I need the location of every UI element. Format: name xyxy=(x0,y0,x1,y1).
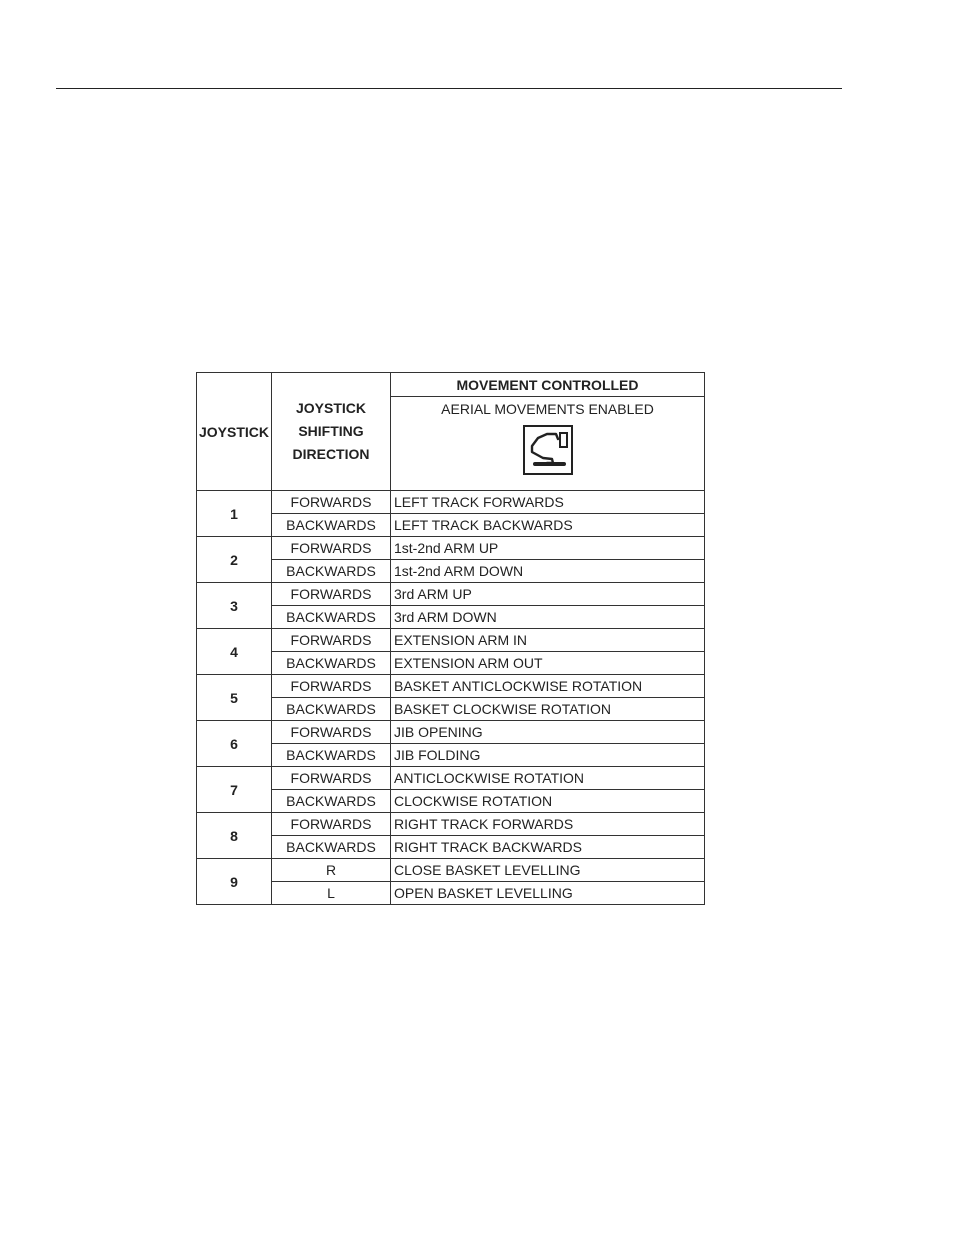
joystick-table-container xyxy=(196,372,704,905)
joystick-number: 2 xyxy=(197,537,272,583)
header-direction-line: JOYSTICK xyxy=(295,400,366,416)
shift-direction: BACKWARDS xyxy=(272,698,391,721)
movement-controlled: RIGHT TRACK FORWARDS xyxy=(391,813,705,836)
header-aerial-cell xyxy=(391,397,705,491)
movement-controlled: JIB OPENING xyxy=(391,721,705,744)
shift-direction: FORWARDS xyxy=(272,767,391,790)
movement-controlled: 3rd ARM UP xyxy=(391,583,705,606)
shift-direction: BACKWARDS xyxy=(272,514,391,537)
joystick-number: 8 xyxy=(197,813,272,859)
movement-controlled: EXTENSION ARM OUT xyxy=(391,652,705,675)
header-joystick: JOYSTICK xyxy=(197,373,272,491)
table-row xyxy=(197,744,705,767)
table-row xyxy=(197,560,705,583)
joystick-number: 1 xyxy=(197,491,272,537)
movement-controlled: 1st-2nd ARM DOWN xyxy=(391,560,705,583)
header-aerial-label: AERIAL MOVEMENTS ENABLED xyxy=(441,401,654,417)
table-row xyxy=(197,882,705,905)
joystick-number: 7 xyxy=(197,767,272,813)
movement-controlled: RIGHT TRACK BACKWARDS xyxy=(391,836,705,859)
table-row xyxy=(197,514,705,537)
movement-controlled: BASKET ANTICLOCKWISE ROTATION xyxy=(391,675,705,698)
shift-direction: BACKWARDS xyxy=(272,790,391,813)
movement-controlled: LEFT TRACK BACKWARDS xyxy=(391,514,705,537)
shift-direction: FORWARDS xyxy=(272,813,391,836)
header-direction-line: DIRECTION xyxy=(292,446,370,462)
shift-direction: BACKWARDS xyxy=(272,606,391,629)
shift-direction: BACKWARDS xyxy=(272,836,391,859)
movement-controlled: 3rd ARM DOWN xyxy=(391,606,705,629)
shift-direction: BACKWARDS xyxy=(272,744,391,767)
header-rule xyxy=(56,88,842,89)
movement-controlled: LEFT TRACK FORWARDS xyxy=(391,491,705,514)
aerial-platform-icon xyxy=(523,425,573,475)
table-row xyxy=(197,652,705,675)
table-row xyxy=(197,698,705,721)
joystick-number: 4 xyxy=(197,629,272,675)
table-row xyxy=(197,537,705,560)
header-shifting-direction xyxy=(272,373,391,491)
joystick-rows xyxy=(197,491,705,905)
shift-direction: FORWARDS xyxy=(272,629,391,652)
joystick-number: 6 xyxy=(197,721,272,767)
joystick-number: 3 xyxy=(197,583,272,629)
movement-controlled: 1st-2nd ARM UP xyxy=(391,537,705,560)
header-movement-controlled: MOVEMENT CONTROLLED xyxy=(391,373,705,397)
movement-controlled: JIB FOLDING xyxy=(391,744,705,767)
table-row xyxy=(197,583,705,606)
table-row xyxy=(197,767,705,790)
shift-direction: FORWARDS xyxy=(272,537,391,560)
table-row xyxy=(197,790,705,813)
joystick-controls-table xyxy=(196,372,705,905)
movement-controlled: BASKET CLOCKWISE ROTATION xyxy=(391,698,705,721)
table-row xyxy=(197,721,705,744)
table-row xyxy=(197,675,705,698)
table-row xyxy=(197,606,705,629)
movement-controlled: CLOSE BASKET LEVELLING xyxy=(391,859,705,882)
table-row xyxy=(197,836,705,859)
shift-direction: BACKWARDS xyxy=(272,560,391,583)
shift-direction: FORWARDS xyxy=(272,491,391,514)
movement-controlled: CLOCKWISE ROTATION xyxy=(391,790,705,813)
shift-direction: BACKWARDS xyxy=(272,652,391,675)
shift-direction: R xyxy=(272,859,391,882)
table-row xyxy=(197,813,705,836)
movement-controlled: OPEN BASKET LEVELLING xyxy=(391,882,705,905)
joystick-number: 5 xyxy=(197,675,272,721)
shift-direction: L xyxy=(272,882,391,905)
header-direction-line: SHIFTING xyxy=(298,423,364,439)
shift-direction: FORWARDS xyxy=(272,675,391,698)
table-row xyxy=(197,491,705,514)
joystick-number: 9 xyxy=(197,859,272,905)
movement-controlled: EXTENSION ARM IN xyxy=(391,629,705,652)
movement-controlled: ANTICLOCKWISE ROTATION xyxy=(391,767,705,790)
shift-direction: FORWARDS xyxy=(272,583,391,606)
table-row xyxy=(197,859,705,882)
shift-direction: FORWARDS xyxy=(272,721,391,744)
table-row xyxy=(197,629,705,652)
